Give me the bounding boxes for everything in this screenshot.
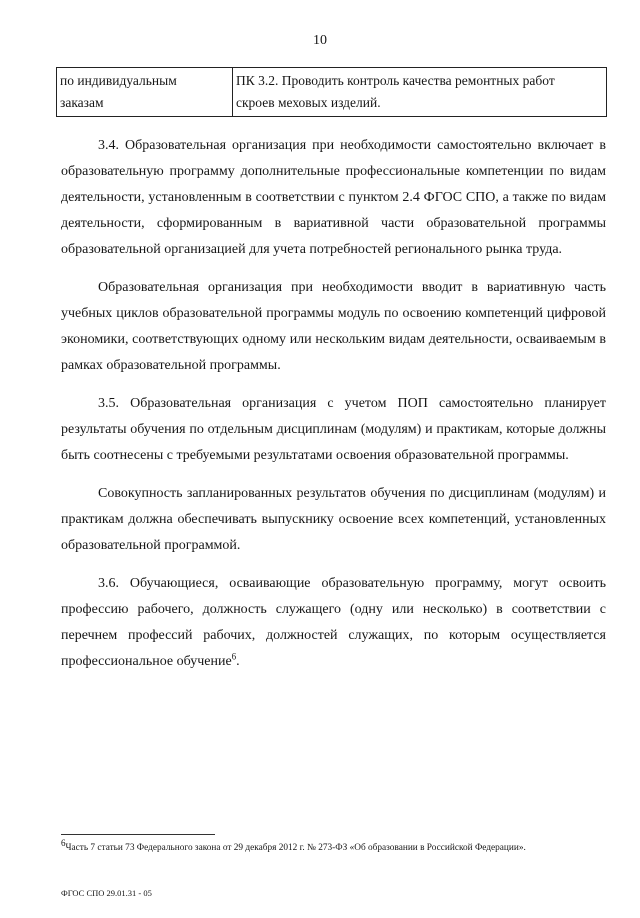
paragraph-learning-outcomes bbox=[61, 481, 606, 559]
cell-line: по индивидуальным bbox=[60, 73, 177, 88]
paragraph-3-5 bbox=[61, 391, 606, 469]
page-number: 10 bbox=[313, 33, 327, 48]
footnote-text: Часть 7 статьи 73 Федерального закона от 29 декабря 2012 г. № 273-ФЗ «Об образовании в Российской Федерации». bbox=[65, 843, 526, 854]
footnote-divider bbox=[61, 834, 215, 835]
paragraph-digital-economy bbox=[61, 275, 606, 379]
body-text bbox=[61, 133, 606, 687]
footnote-reference: 6 bbox=[231, 651, 237, 662]
paragraph-text: 3.5. Образовательная организация с учетом ПОП самостоятельно планирует результаты обучения по отдельным дисциплинам (модулям) и практикам, которые должны быть соотнесены с требуемыми результатами освоения образовательной программы. bbox=[61, 396, 606, 463]
footnote-marker: 6 bbox=[61, 838, 66, 848]
paragraph-text: Образовательная организация при необходимости вводит в вариативную часть учебных циклов образовательной программы модуль по освоению компетенций цифровой экономики, соответствующих одному или нескольким видам деятельности, осваиваемым в рамках образовательной программы. bbox=[61, 280, 606, 373]
table-cell-competency bbox=[233, 68, 607, 117]
cell-line: заказам bbox=[60, 95, 104, 110]
paragraph-text: 3.6. Обучающиеся, осваивающие образовательную программу, могут освоить профессию рабочего, должность служащего (одну или несколько) в соответствии с перечнем профессий рабочих, должностей служащих, по которым осуществляется профессиональное обучение bbox=[61, 576, 606, 669]
footnote bbox=[61, 838, 526, 854]
table-cell-activity bbox=[57, 68, 233, 117]
paragraph-3-4 bbox=[61, 133, 606, 263]
paragraph-text: Совокупность запланированных результатов обучения по дисциплинам (модулям) и практикам должна обеспечивать выпускнику освоение всех компетенций, установленных образовательной программой. bbox=[61, 486, 606, 553]
paragraph-text: 3.4. Образовательная организация при необходимости самостоятельно включает в образовательную программу дополнительные профессиональные компетенции по видам деятельности, установленным в соответствии с пунктом 2.4 ФГОС СПО, а также по видам деятельности, сформированным в вариативной части образовательной программы образовательной организацией для учета потребностей регионального рынка труда. bbox=[61, 138, 606, 257]
paragraph-tail: . bbox=[236, 654, 240, 669]
paragraph-3-6 bbox=[61, 571, 606, 675]
table-row bbox=[57, 68, 607, 117]
competency-table bbox=[56, 67, 607, 117]
document-code: ФГОС СПО 29.01.31 - 05 bbox=[61, 888, 152, 898]
cell-line: ПК 3.2. Проводить контроль качества ремонтных работ bbox=[236, 73, 555, 88]
cell-line: скроев меховых изделий. bbox=[236, 95, 381, 110]
